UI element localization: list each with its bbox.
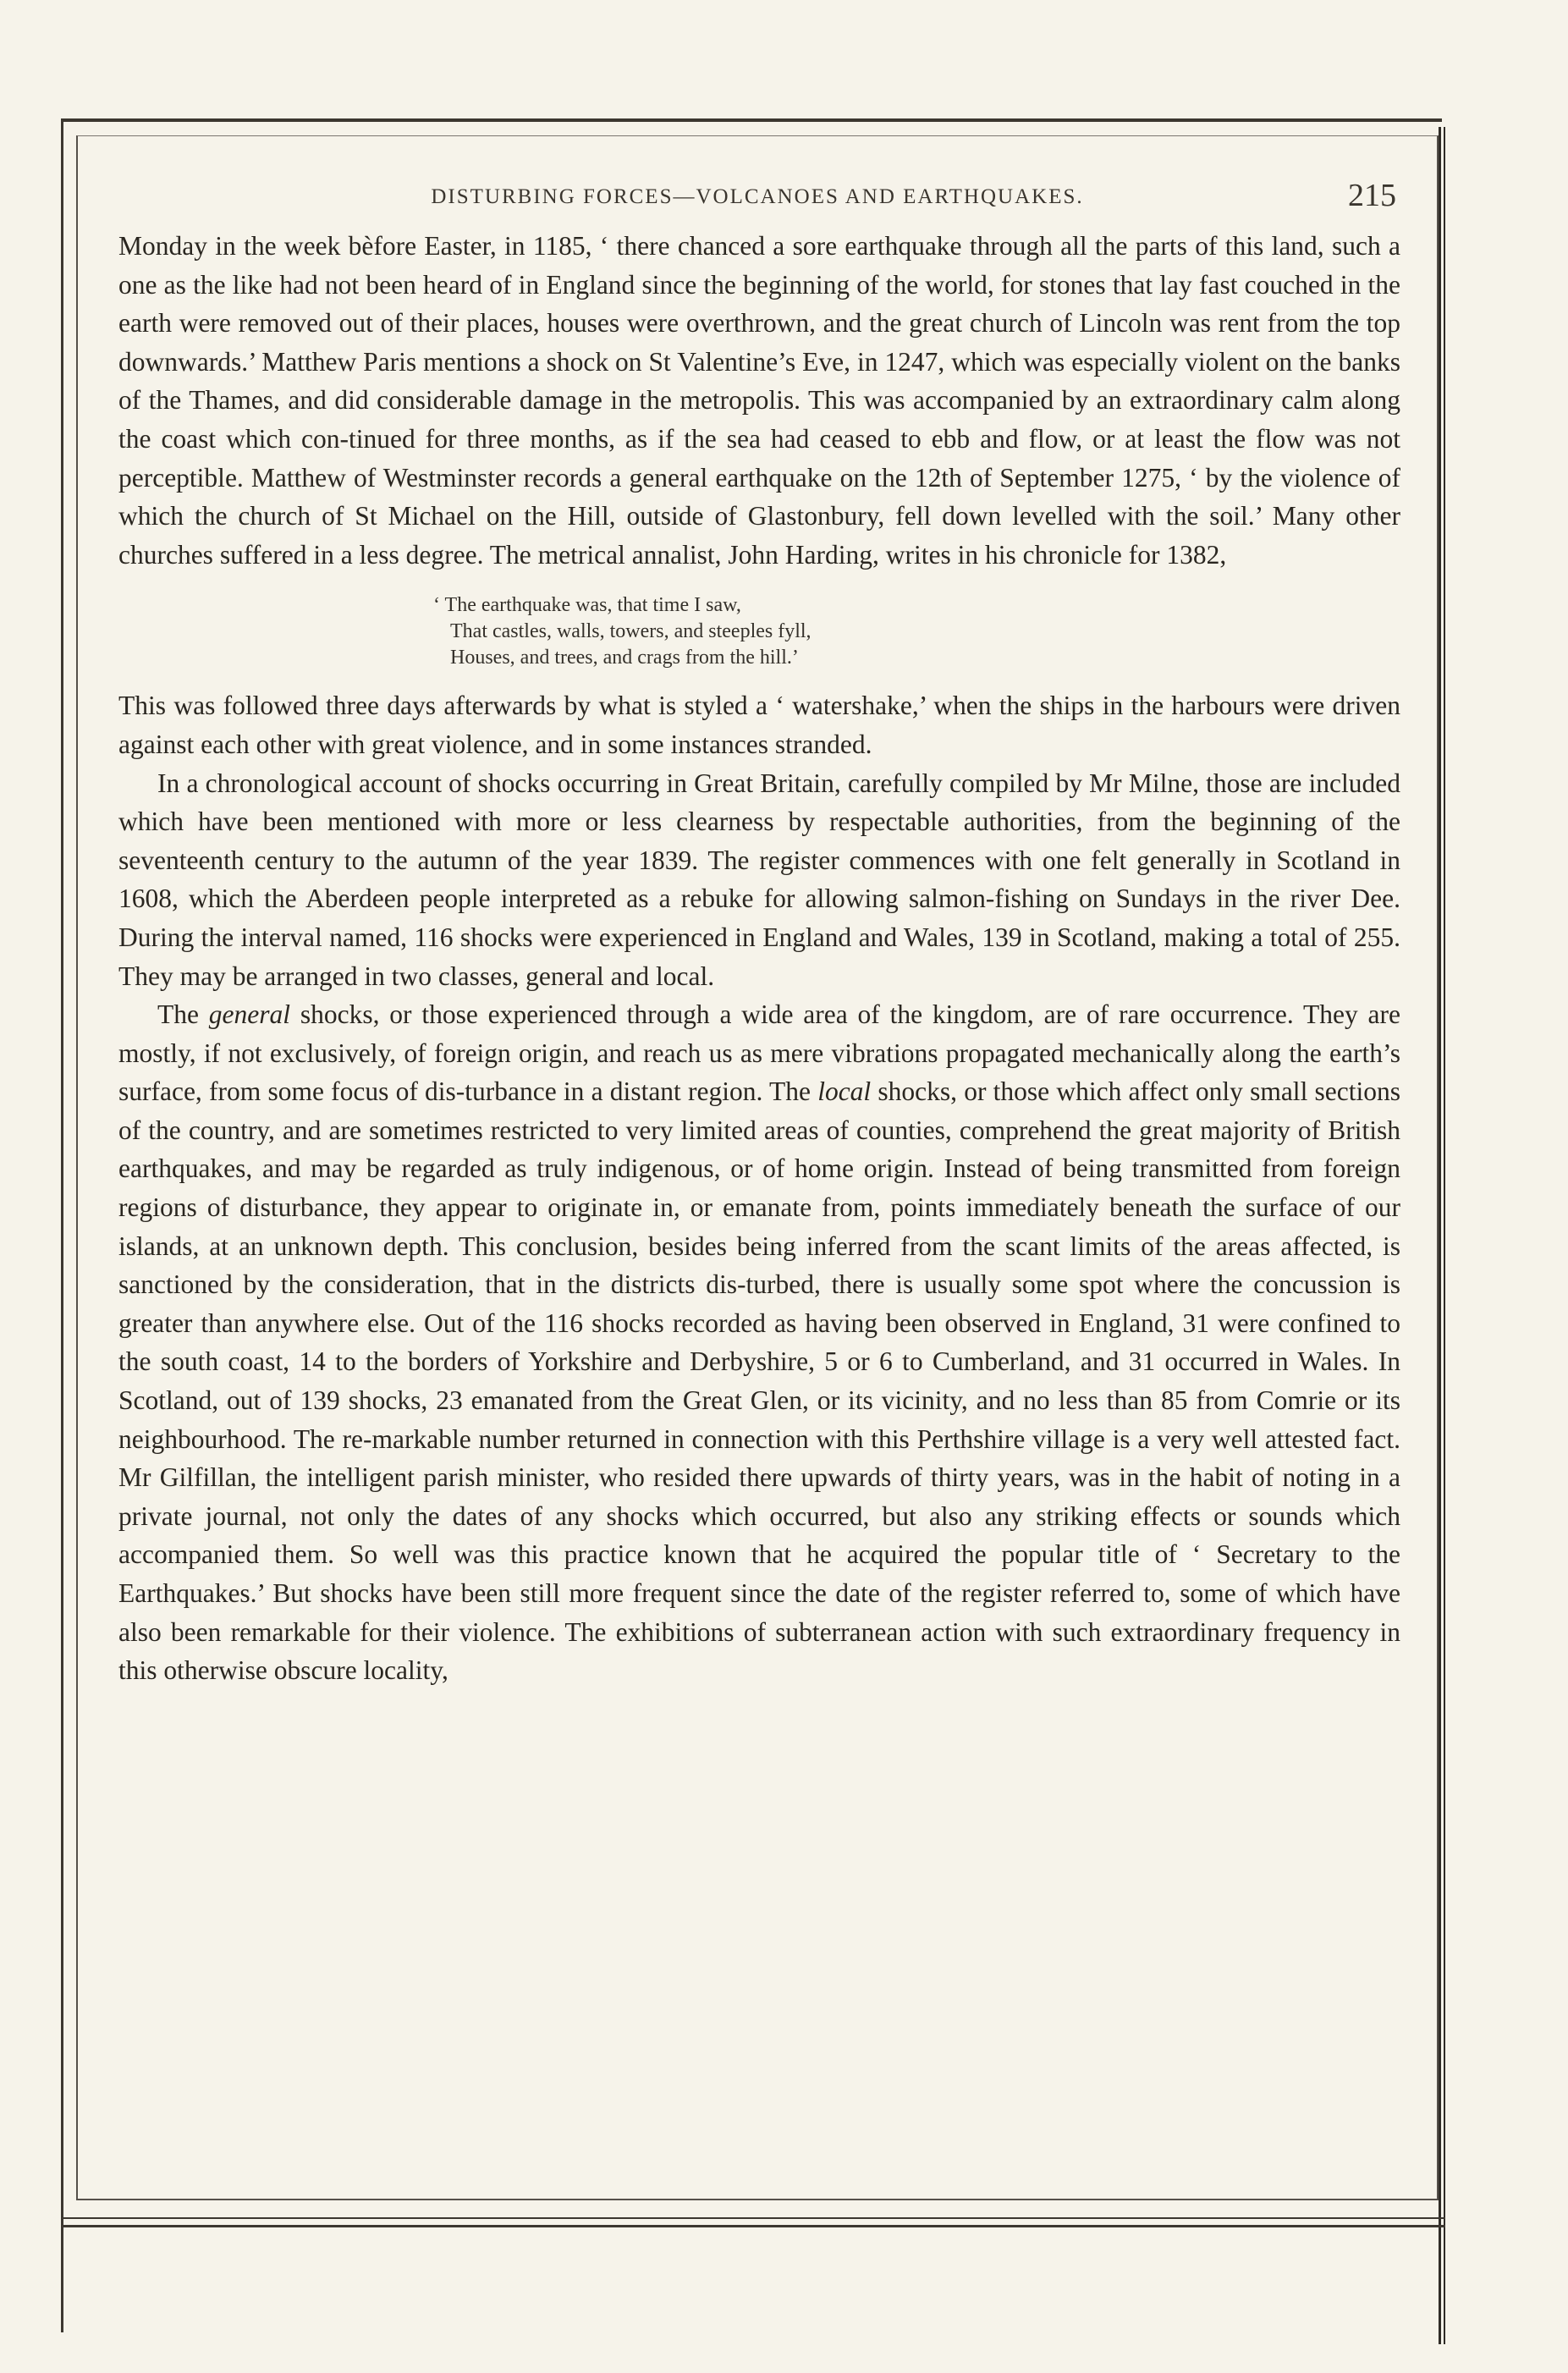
page-border-bottom <box>61 2217 1445 2227</box>
verse-line-2: That castles, walls, towers, and steeples fyll, <box>450 620 812 643</box>
page-header <box>118 173 1396 216</box>
emphasis-local: local <box>817 1076 872 1107</box>
paragraph-4-middle: shocks, or those experienced through a wide area of the kingdom, are of rare occurrence. They are mostly, if not exclusively, of foreign origin, and reach us as mere vibrations propagated mechanically along the earth’s surface, from some focus of dis-turbance in a distant region. The <box>118 999 1400 1107</box>
paragraph-2: This was followed three days afterwards by what is styled a ‘ watershake,’ when the ships in the harbours were driven against each other with great violence, and in some instances stranded. <box>118 691 1400 759</box>
paragraph-4-start: The <box>157 999 209 1030</box>
verse-quotation <box>118 592 1400 671</box>
paragraph-4 <box>118 995 1400 1690</box>
emphasis-general: general <box>208 999 291 1030</box>
page-border-right <box>1439 127 1445 2344</box>
paragraph-4-end: shocks, or those which affect only small sections of the country, and are sometimes restricted to very limited areas of counties, comprehend the great majority of British earthquakes, and may be regarded as truly indigenous, or of home origin. Instead of being transmitted from foreign regions of disturbance, they appear to originate in, or emanate from, points immediately beneath the surface of our islands, at an unknown depth. This conclusion, besides being inferred from the scant limits of the areas affected, is sanctioned by the consideration, that in the districts dis-turbed, there is usually some spot where the concussion is greater than anywhere else. Out of the 116 shocks recorded as having been observed in England, 31 were confined to the south coast, 14 to the borders of Yorkshire and Derbyshire, 5 or 6 to Cumberland, and 31 occurred in Wales. In Scotland, out of 139 shocks, 23 emanated from the Great Glen, or its vicinity, and no less than 85 from Comrie or its neighbourhood. The re-markable number returned in connection with this Perthshire village is a very well attested fact. Mr Gilfillan, the intelligent parish minister, who resided there upwards of thirty years, was in the habit of noting in a private journal, not only the dates of any shocks which occurred, but also any striking effects or sounds which accompanied them. So well was this practice known that he acquired the popular title of ‘ Secretary to the Earthquakes.’ But shocks have been still more frequent since the date of the register referred to, some of which have also been remarkable for their violence. The exhibitions of subterranean action with such extraordinary frequency in this otherwise obscure locality, <box>118 1076 1401 1686</box>
verse-line-3: Houses, and trees, and crags from the hill.’ <box>450 647 799 669</box>
paragraph-3: In a chronological account of shocks occurring in Great Britain, carefully compiled by Mr Milne, those are included which have been mentioned with more or less clearness by respectable authorities, from the beginning of the seventeenth century to the autumn of the year 1839. The register commences with one felt generally in Scotland in 1608, which the Aberdeen people interpreted as a rebuke for allowing salmon-fishing on Sundays in the river Dee. During the interval named, 116 shocks were experienced in England and Wales, 139 in Scotland, making a total of 255. They may be arranged in two classes, general and local. <box>118 768 1400 991</box>
verse-line-1: ‘ The earthquake was, that time I saw, <box>433 594 741 617</box>
page-number: 215 <box>1348 178 1396 213</box>
body-text <box>118 227 1400 1690</box>
running-head: DISTURBING FORCES—VOLCANOES AND EARTHQUAKES. <box>431 185 1084 208</box>
paragraph-1: Monday in the week bèfore Easter, in 1185, ‘ there chanced a sore earthquake through all the parts of this land, such a one as the like had not been heard of in England since the beginning of the world, for stones that lay fast couched in the earth were removed out of their places, houses were overthrown, and the great church of Lincoln was rent from the top downwards.’ Matthew Paris mentions a shock on St Valentine’s Eve, in 1247, which was especially violent on the banks of the Thames, and did considerable damage in the metropolis. This was accompanied by an extraordinary calm along the coast which con-tinued for three months, as if the sea had ceased to ebb and flow, or at least the flow was not perceptible. Matthew of Westminster records a general earthquake on the 12th of September 1275, ‘ by the violence of which the church of St Michael on the Hill, outside of Glastonbury, fell down levelled with the soil.’ Many other churches suffered in a less degree. The metrical annalist, John Harding, writes in his chronicle for 1382, <box>118 231 1400 570</box>
